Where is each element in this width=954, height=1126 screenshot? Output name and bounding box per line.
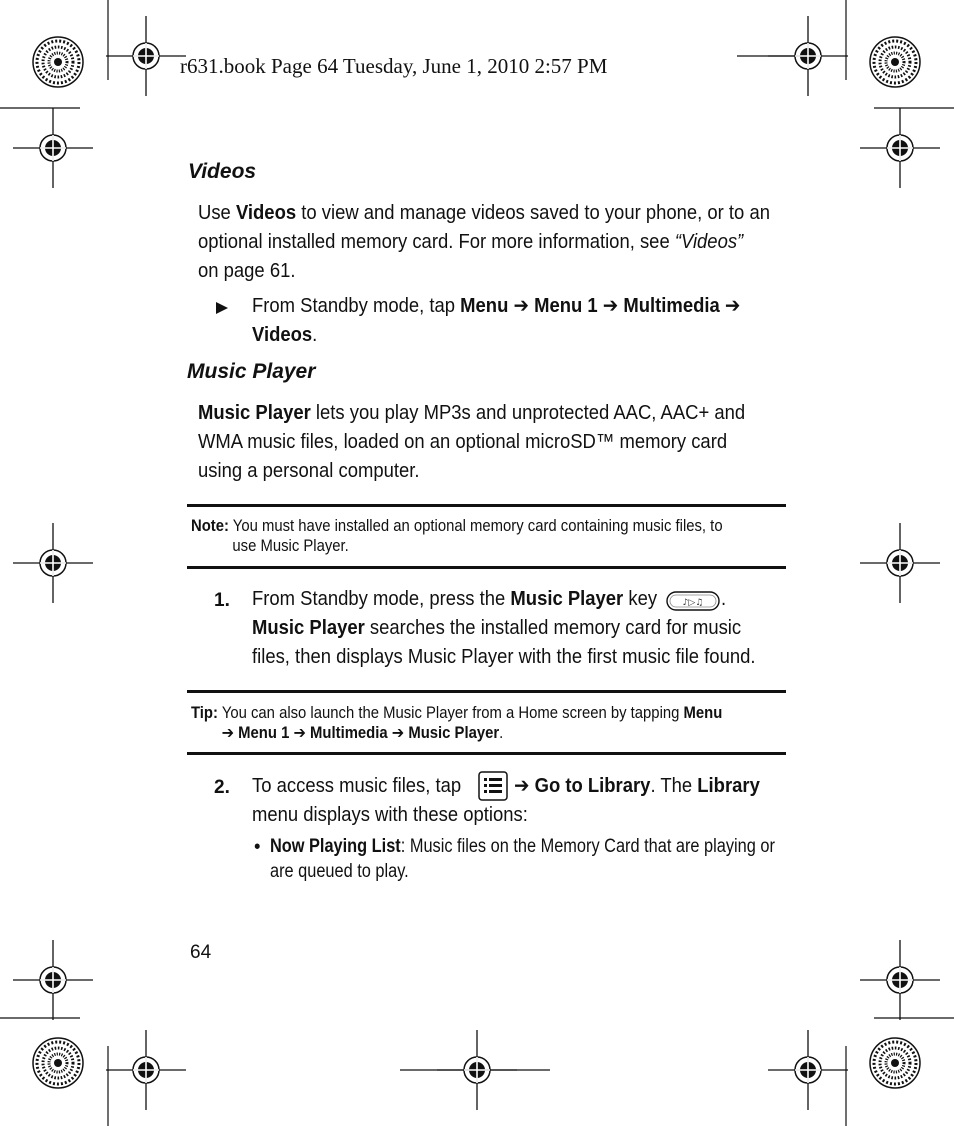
step2-line1-pre: To access music files, tap <box>252 774 462 797</box>
step2-line1-post: ➔ Go to Library. The Library <box>514 774 760 797</box>
play-triangle-bullet-icon <box>215 301 229 315</box>
section-heading-music-player: Music Player <box>187 360 316 383</box>
note-top-rule <box>187 504 786 507</box>
bullet-now-playing-list: Now Playing List: Music files on the Memory Card that are playing or are queued to play. <box>270 836 775 882</box>
step-number: 2. <box>214 777 230 798</box>
step2-line2: menu displays with these options: <box>252 803 528 826</box>
videos-paragraph: Use Videos to view and manage videos saved to your phone, or to an optional installed memory card. For more information, see “Videos” on page 61. <box>198 201 770 282</box>
videos-step: From Standby mode, tap Menu ➔ Menu 1 ➔ Multimedia ➔ Videos. <box>252 294 741 346</box>
tip-top-rule <box>187 690 786 693</box>
section-heading-videos: Videos <box>188 160 257 183</box>
bullet-dot: • <box>254 835 261 858</box>
print-header: r631.book Page 64 Tuesday, June 1, 2010 2:57 PM <box>180 54 608 78</box>
page-number: 64 <box>190 942 212 963</box>
note-box: Note: You must have installed an optional memory card containing music files, to use Music Player. <box>191 517 723 555</box>
music-player-key-icon <box>666 591 720 611</box>
list-menu-icon <box>478 771 508 801</box>
music-player-paragraph: Music Player lets you play MP3s and unprotected AAC, AAC+ and WMA music files, loaded on an optional microSD™ memory card using a personal computer. <box>198 401 746 482</box>
step-number: 1. <box>214 590 230 611</box>
tip-bottom-rule <box>187 752 786 755</box>
svg-text:♪▷♫: ♪▷♫ <box>682 598 704 608</box>
step1-text: From Standby mode, press the Music Player key Music Player searches the installed memory card for music files, then displays Music Player with the first music file found. <box>252 587 756 668</box>
note-bottom-rule <box>187 566 786 569</box>
tip-box: Tip: You can also launch the Music Player from a Home screen by tapping Menu ➔ Menu 1 ➔ Multimedia ➔ Music Player. <box>191 704 723 742</box>
step1-period: . <box>721 587 727 610</box>
